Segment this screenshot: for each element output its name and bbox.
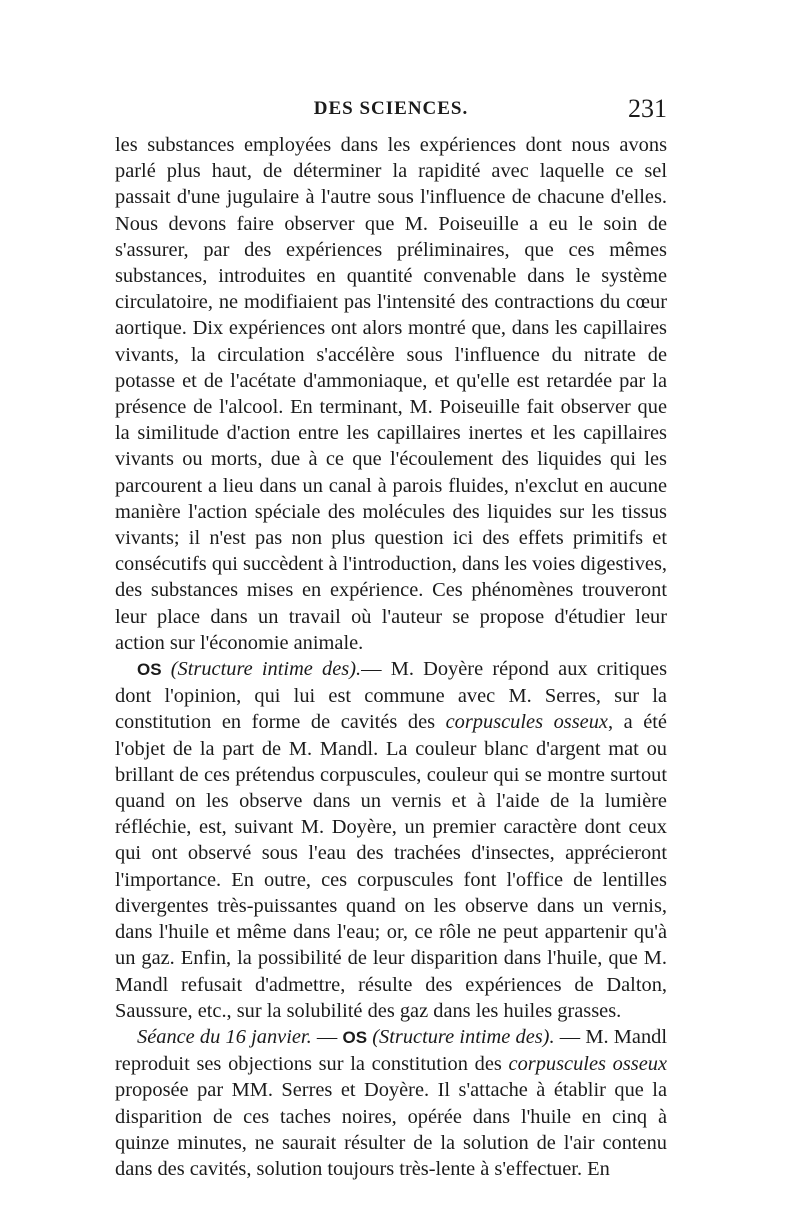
document-page — [115, 92, 667, 1182]
paragraph-continuation — [115, 132, 667, 656]
page-number: 231 — [628, 94, 667, 123]
entry-os-structure — [115, 656, 667, 1024]
entry-text-continued: , a été l'objet de la part de M. Mandl. La couleur blanc d'argent mat ou brillant de ces prétendus corpuscules, couleur qui se montre surtout quand on les observe dans un vernis et à l'aide de la lumière réfléchie, est, suivant M. Doyère, un premier caractère dont ceux qui ont observé sous l'eau des trachées d'insectes, apprécieront l'importance. En outre, ces corpuscules font l'office de lentilles divergentes très-puissantes quand on les observe dans un vernis, dans l'huile et même dans l'eau; or, ce rôle ne peut appartenir qu'à un gaz. Enfin, la possibilité de leur disparition dans l'huile, que M. Mandl refusait d'admettre, résulte des expériences de Dalton, Saussure, etc., sur la solubilité des gaz dans les huiles grasses. — [115, 711, 667, 1022]
entry-term: corpuscules osseux — [445, 711, 608, 734]
entry-text: — M. Doyère répond aux critiques dont l'opinion, qui lui est commune avec M. Serres, sur la constitution en forme de cavités des — [115, 658, 668, 734]
entry-seance-16-janvier — [115, 1024, 667, 1182]
entry-text: — M. Mandl reproduit ses objections sur la constitution des — [115, 1025, 668, 1076]
running-header — [115, 92, 667, 132]
entry-text-continued: proposée par MM. Serres et Doyère. Il s'attache à établir que la disparition de ces taches noires, opérée dans l'huile en cinq à quinze minutes, ne saurait résulter de la solution de l'air contenu dans des cavités, solution toujours très-lente à s'effectuer. En — [115, 1079, 667, 1180]
entry-subject: (Structure intime des). — [170, 658, 362, 681]
entry-headword: OS — [342, 1027, 368, 1047]
entry-subject: (Structure intime des). — [372, 1025, 555, 1048]
session-date: Séance du 16 janvier. — [137, 1025, 312, 1048]
entry-term: corpuscules osseux — [508, 1053, 668, 1076]
entry-headword: OS — [137, 660, 162, 680]
running-title: DES SCIENCES. — [313, 98, 469, 119]
paragraph-text: les substances employées dans les expériences dont nous avons parlé plus haut, de déterminer la rapidité avec laquelle ce sel passait d'une jugulaire à l'autre sous l'influence de chacune d'elles. Nous devons faire observer que M. Poiseuille a eu le soin de s'assurer, par des expériences préliminaires, que ces mêmes substances, introduites en quantité convenable dans le système circulatoire, ne modifiaient pas l'intensité des contractions du cœur aortique. Dix expériences ont alors montré que, dans les capillaires vivants, la circulation s'accélère sous l'influence du nitrate de potasse et de l'acétate d'ammoniaque, et qu'elle est retardée par la présence de l'alcool. En terminant, M. Poiseuille fait observer que la similitude d'action entre les capillaires inertes et les capillaires vivants ou morts, due à ce que l'écoulement des liquides qui les parcourent a lieu dans un canal à parois fluides, n'exclut en aucune manière l'action spéciale des molécules des liquides sur les tissus vivants; il n'est pas non plus question ici des effets primitifs et consécutifs qui succèdent à l'introduction, dans les voies digestives, des substances mises en expérience. Ces phénomènes trouveront leur place dans un travail où l'auteur se propose d'étudier leur action sur l'économie animale. — [115, 134, 667, 654]
session-dash: — — [311, 1025, 343, 1048]
body-text — [115, 132, 667, 1182]
